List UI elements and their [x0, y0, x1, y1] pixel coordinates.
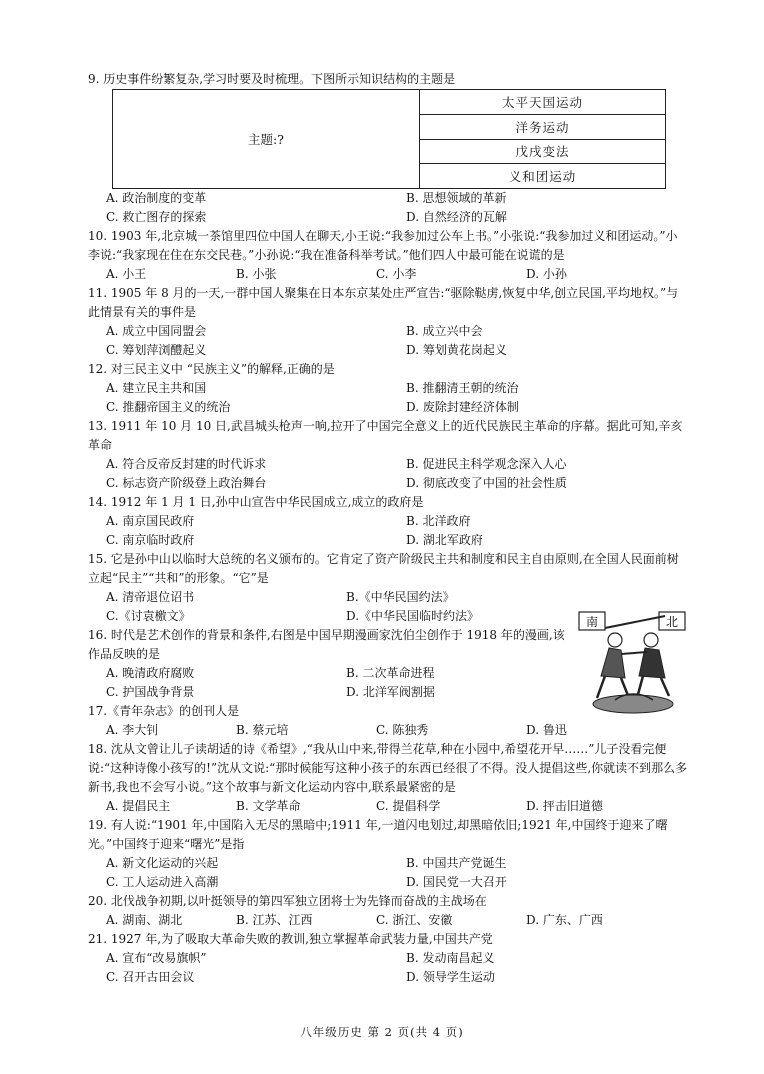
option-b[interactable]: B. 北洋政府 — [406, 514, 471, 528]
option-a[interactable]: A. 成立中国同盟会 — [106, 324, 207, 338]
option-c[interactable]: C. 推翻帝国主义的统治 — [106, 400, 231, 414]
option-d[interactable]: D. 筹划黄花岗起义 — [406, 343, 507, 357]
question-21 — [88, 930, 688, 987]
option-c[interactable]: C. 标志资产阶级登上政治舞台 — [106, 476, 267, 490]
option-c[interactable]: C.《讨袁檄文》 — [106, 609, 191, 623]
question-stem: 17.《青年杂志》的创刊人是 — [88, 704, 240, 718]
option-c[interactable]: C. 浙江、安徽 — [376, 913, 453, 927]
structure-item: 太平天国运动 — [420, 90, 665, 115]
option-d[interactable]: D. 国民党一大召开 — [406, 875, 507, 889]
option-b[interactable]: B. 促进民主科学观念深入人心 — [406, 457, 567, 471]
question-stem: 12. 对三民主义中 “民族主义”的解释,正确的是 — [88, 362, 335, 376]
option-b[interactable]: B. 江苏、江西 — [236, 913, 313, 927]
question-stem: 18. 沈从文曾让儿子读胡适的诗《希望》,“我从山中来,带得兰花草,种在小园中,希望花开早……”儿子没看完便说:“这种诗像小孩写的!”沈从文说:“那时候能写这种小孩子的东西已经很了不得。没人提倡这些,你就读不到那么多新书,我也不会写小说。”这个故事与新文化运动内容中,联系最紧密的是 — [88, 742, 688, 794]
option-d[interactable]: D. 湖北军政府 — [406, 533, 483, 547]
question-stem: 13. 1911 年 10 月 10 日,武昌城头枪声一响,拉开了中国完全意义上的近代民族民主革命的序幕。据此可知,辛亥革命 — [88, 419, 683, 452]
option-b[interactable]: B. 发动南昌起义 — [406, 951, 495, 965]
page-footer: 八年级历史 第 2 页(共 4 页) — [300, 1025, 464, 1039]
question-17 — [88, 702, 688, 740]
option-b[interactable]: B. 文学革命 — [236, 799, 301, 813]
theme-cell: 主题:? — [113, 90, 420, 188]
option-b[interactable]: B. 二次革命进程 — [346, 666, 435, 680]
question-stem: 11. 1905 年 8 月的一天,一群中国人聚集在日本东京某处庄严宣告:“驱除鞑虏,恢复中华,创立民国,平均地权。”与此情景有关的事件是 — [88, 286, 679, 319]
option-d[interactable]: D. 抨击旧道德 — [526, 799, 603, 813]
option-d[interactable]: D.《中华民国临时约法》 — [346, 609, 480, 623]
option-a[interactable]: A. 南京国民政府 — [106, 514, 195, 528]
question-stem: 15. 它是孙中山以临时大总统的名义颁布的。它肯定了资产阶级民主共和制度和民主自由原则,在全国人民面前树立起“民主”“共和”的形象。“它”是 — [88, 552, 679, 585]
option-b[interactable]: B. 思想领域的革新 — [406, 191, 507, 205]
question-stem: 10. 1903 年,北京城一茶馆里四位中国人在聊天,小王说:“我参加过公车上书。”小张说:“我参加过义和团运动。”小李说:“我家现在住在东交民巷。”小孙说:“我在准备科举考试。”他们四人中最可能在说谎的是 — [88, 229, 678, 262]
question-20 — [88, 892, 688, 930]
option-b[interactable]: B. 中国共产党诞生 — [406, 856, 507, 870]
option-a[interactable]: A. 符合反帝反封建的时代诉求 — [106, 457, 267, 471]
question-stem: 16. 时代是艺术创作的背景和条件,右图是中国早期漫画家沈伯尘创作于 1918 年的漫画,该作品反映的是 — [88, 628, 565, 661]
option-c[interactable]: C. 工人运动进入高潮 — [106, 875, 219, 889]
question-13 — [88, 417, 688, 493]
option-d[interactable]: D. 彻底改变了中国的社会性质 — [406, 476, 567, 490]
question-stem: 9. 历史事件纷繁复杂,学习时要及时梳理。下图所示知识结构的主题是 — [88, 72, 456, 86]
question-16 — [88, 626, 568, 702]
option-c[interactable]: C. 召开古田会议 — [106, 970, 195, 984]
question-stem: 14. 1912 年 1 月 1 日,孙中山宣告中华民国成立,成立的政府是 — [88, 495, 424, 509]
structure-item: 洋务运动 — [420, 115, 665, 140]
question-9 — [88, 70, 688, 89]
structure-item: 义和团运动 — [508, 169, 577, 185]
option-c[interactable]: C. 筹划萍浏醴起义 — [106, 343, 207, 357]
option-d[interactable]: D. 自然经济的瓦解 — [406, 210, 507, 224]
option-d[interactable]: D. 广东、广西 — [526, 913, 603, 927]
option-d[interactable]: D. 北洋军阀割据 — [346, 685, 435, 699]
cartoon-label-north: 北 — [665, 615, 679, 629]
option-a[interactable]: A. 宣布“改易旗帜” — [106, 951, 207, 965]
option-b[interactable]: B. 成立兴中会 — [406, 324, 483, 338]
option-a[interactable]: A. 清帝退位诏书 — [106, 590, 195, 604]
question-14 — [88, 493, 688, 550]
option-c[interactable]: C. 救亡图存的探索 — [106, 210, 207, 224]
question-9-options — [88, 189, 688, 227]
option-b[interactable]: B. 小张 — [236, 267, 277, 281]
option-d[interactable]: D. 小孙 — [526, 267, 567, 281]
question-12 — [88, 360, 688, 417]
option-a[interactable]: A. 小王 — [106, 267, 147, 281]
option-c[interactable]: C. 陈独秀 — [376, 723, 429, 737]
option-b[interactable]: B. 蔡元培 — [236, 723, 289, 737]
option-d[interactable]: D. 领导学生运动 — [406, 970, 495, 984]
option-b[interactable]: B. 推翻清王朝的统治 — [406, 381, 519, 395]
option-d[interactable]: D. 废除封建经济体制 — [406, 400, 519, 414]
question-stem: 21. 1927 年,为了吸取大革命失败的教训,独立掌握革命武装力量,中国共产党 — [88, 932, 493, 946]
option-a[interactable]: A. 建立民主共和国 — [106, 381, 207, 395]
question-stem: 20. 北伐战争初期,以叶挺领导的第四军独立团将士为先锋而奋战的主战场在 — [88, 894, 487, 908]
option-c[interactable]: C. 提倡科学 — [376, 799, 441, 813]
cartoon-label-south: 南 — [585, 615, 599, 629]
question-19 — [88, 816, 688, 892]
option-a[interactable]: A. 李大钊 — [106, 723, 159, 737]
option-d[interactable]: D. 鲁迅 — [526, 723, 567, 737]
option-b[interactable]: B.《中华民国约法》 — [346, 590, 455, 604]
option-a[interactable]: A. 湖南、湖北 — [106, 913, 183, 927]
option-c[interactable]: C. 小李 — [376, 267, 417, 281]
option-a[interactable]: A. 晚清政府腐败 — [106, 666, 195, 680]
question-18 — [88, 740, 688, 816]
question-stem: 19. 有人说:“1901 年,中国陷入无尽的黑暗中;1911 年,一道闪电划过,却黑暗依旧;1921 年,中国终于迎来了曙光。”中国终于迎来“曙光”是指 — [88, 818, 668, 851]
option-a[interactable]: A. 提倡民主 — [106, 799, 171, 813]
question-11 — [88, 284, 688, 360]
option-c[interactable]: C. 护国战争背景 — [106, 685, 195, 699]
question-10 — [88, 227, 688, 284]
knowledge-structure-table — [112, 89, 666, 189]
option-a[interactable]: A. 新文化运动的兴起 — [106, 856, 219, 870]
option-c[interactable]: C. 南京临时政府 — [106, 533, 195, 547]
option-a[interactable]: A. 政治制度的变革 — [106, 191, 207, 205]
structure-item: 戊戌变法 — [420, 140, 665, 165]
